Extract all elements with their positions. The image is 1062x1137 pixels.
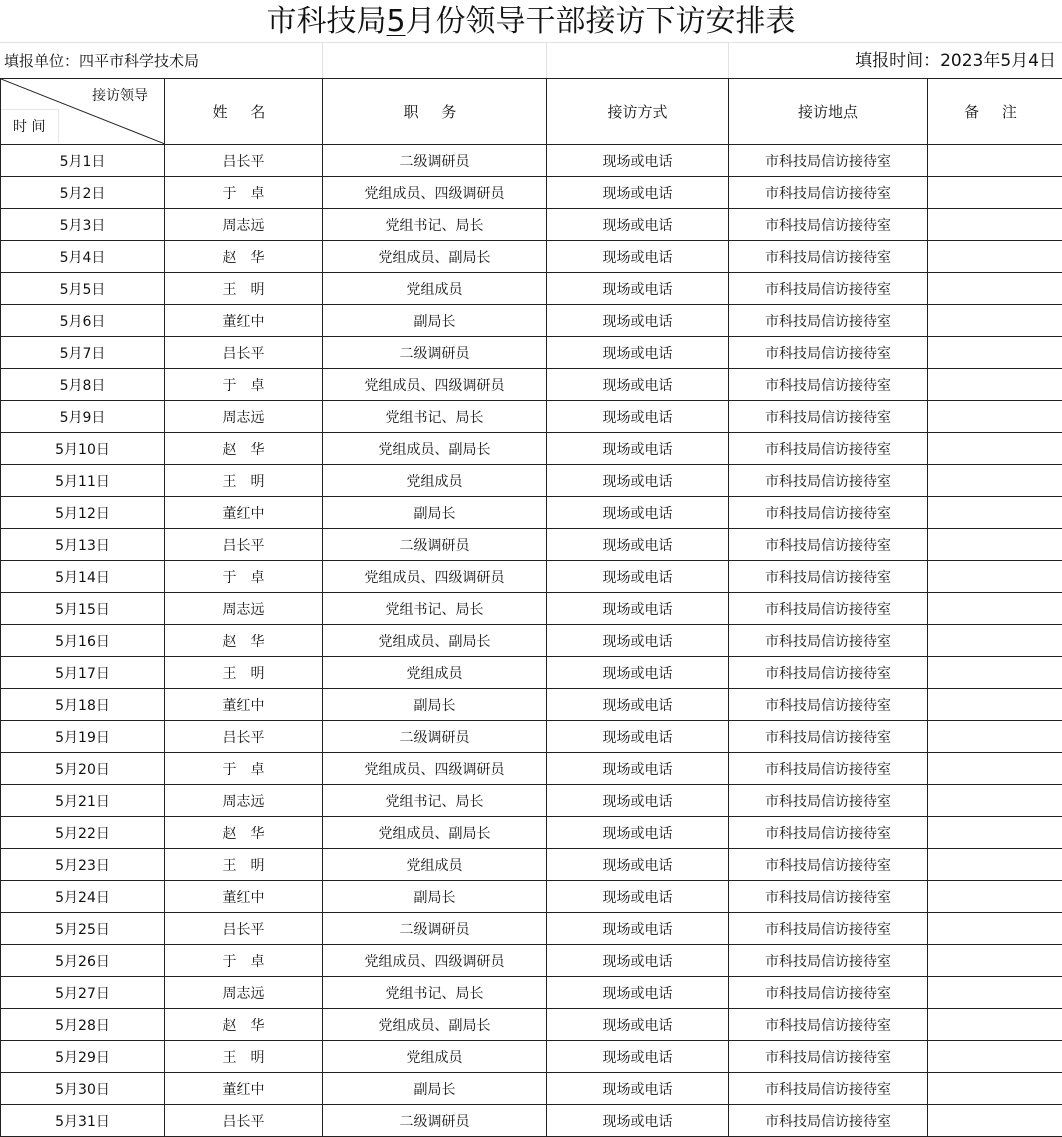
table-row [1,369,1062,401]
cell-method: 现场或电话 [547,977,729,1009]
cell-position: 党组成员 [323,849,547,881]
cell-name: 吕长平 [165,913,323,945]
table-row [1,401,1062,433]
cell-position: 二级调研员 [323,145,547,177]
cell-position: 党组成员、副局长 [323,433,547,465]
table-row [1,689,1062,721]
table-row [1,1073,1062,1105]
cell-remark [928,561,1062,593]
cell-remark [928,209,1062,241]
table-row [1,177,1062,209]
cell-method: 现场或电话 [547,593,729,625]
cell-method: 现场或电话 [547,401,729,433]
cell-location: 市科技局信访接待室 [729,721,928,753]
header-method: 接访方式 [547,79,729,145]
cell-position: 党组书记、局长 [323,593,547,625]
cell-position: 二级调研员 [323,721,547,753]
cell-name: 吕长平 [165,529,323,561]
cell-name: 赵 华 [165,817,323,849]
cell-date: 5月24日 [1,881,165,913]
cell-remark [928,849,1062,881]
cell-remark [928,369,1062,401]
cell-name: 王 明 [165,273,323,305]
cell-remark [928,177,1062,209]
cell-position: 党组成员 [323,1041,547,1073]
cell-name: 周志远 [165,977,323,1009]
cell-date: 5月2日 [1,177,165,209]
cell-remark [928,241,1062,273]
page-title [0,0,1062,42]
cell-date: 5月23日 [1,849,165,881]
cell-remark [928,145,1062,177]
table-row [1,433,1062,465]
cell-method: 现场或电话 [547,145,729,177]
cell-method: 现场或电话 [547,369,729,401]
cell-location: 市科技局信访接待室 [729,465,928,497]
cell-location: 市科技局信访接待室 [729,689,928,721]
cell-name: 于 卓 [165,753,323,785]
cell-method: 现场或电话 [547,497,729,529]
reporting-date: 填报时间：2023年5月4日 [855,51,1056,71]
table-row [1,465,1062,497]
header-time: 时 间 [13,119,46,135]
cell-method: 现场或电话 [547,689,729,721]
cell-name: 周志远 [165,785,323,817]
cell-location: 市科技局信访接待室 [729,433,928,465]
cell-remark [928,529,1062,561]
cell-date: 5月27日 [1,977,165,1009]
cell-name: 赵 华 [165,433,323,465]
cell-location: 市科技局信访接待室 [729,753,928,785]
cell-position: 党组成员、四级调研员 [323,177,547,209]
cell-method: 现场或电话 [547,305,729,337]
table-row [1,785,1062,817]
cell-position: 党组成员、四级调研员 [323,945,547,977]
cell-date: 5月31日 [1,1105,165,1137]
title-prefix: 市科技局 [266,4,387,39]
table-row [1,561,1062,593]
cell-date: 5月28日 [1,1009,165,1041]
cell-location: 市科技局信访接待室 [729,1009,928,1041]
cell-location: 市科技局信访接待室 [729,529,928,561]
cell-name: 于 卓 [165,561,323,593]
cell-method: 现场或电话 [547,913,729,945]
table-row [1,625,1062,657]
table-row [1,145,1062,177]
title-suffix: 月份领导干部接访下访安排表 [405,4,796,39]
cell-name: 董红中 [165,497,323,529]
cell-name: 吕长平 [165,145,323,177]
table-row [1,337,1062,369]
cell-date: 5月22日 [1,817,165,849]
cell-remark [928,401,1062,433]
cell-location: 市科技局信访接待室 [729,273,928,305]
cell-location: 市科技局信访接待室 [729,945,928,977]
table-row [1,497,1062,529]
cell-position: 党组成员、四级调研员 [323,561,547,593]
cell-remark [928,817,1062,849]
cell-method: 现场或电话 [547,625,729,657]
cell-date: 5月6日 [1,305,165,337]
cell-remark [928,273,1062,305]
table-row [1,913,1062,945]
cell-position: 党组成员 [323,465,547,497]
table-row [1,1041,1062,1073]
cell-position: 二级调研员 [323,337,547,369]
table-row [1,881,1062,913]
cell-name: 董红中 [165,881,323,913]
table-header-row [1,79,1062,145]
cell-location: 市科技局信访接待室 [729,657,928,689]
cell-name: 吕长平 [165,1105,323,1137]
cell-name: 周志远 [165,593,323,625]
cell-location: 市科技局信访接待室 [729,881,928,913]
cell-remark [928,977,1062,1009]
cell-name: 赵 华 [165,241,323,273]
cell-location: 市科技局信访接待室 [729,305,928,337]
cell-method: 现场或电话 [547,1009,729,1041]
cell-position: 党组书记、局长 [323,209,547,241]
cell-method: 现场或电话 [547,177,729,209]
cell-date: 5月26日 [1,945,165,977]
cell-name: 王 明 [165,1041,323,1073]
cell-method: 现场或电话 [547,273,729,305]
cell-position: 党组成员、四级调研员 [323,753,547,785]
cell-method: 现场或电话 [547,1041,729,1073]
cell-name: 王 明 [165,849,323,881]
table-row [1,305,1062,337]
title-month: 5 [386,4,406,39]
cell-method: 现场或电话 [547,881,729,913]
cell-name: 于 卓 [165,945,323,977]
cell-date: 5月29日 [1,1041,165,1073]
cell-name: 董红中 [165,305,323,337]
cell-location: 市科技局信访接待室 [729,977,928,1009]
cell-date: 5月9日 [1,401,165,433]
cell-date: 5月30日 [1,1073,165,1105]
cell-position: 党组成员、副局长 [323,1009,547,1041]
cell-remark [928,1073,1062,1105]
cell-name: 于 卓 [165,369,323,401]
cell-date: 5月13日 [1,529,165,561]
cell-date: 5月20日 [1,753,165,785]
cell-position: 党组书记、局长 [323,401,547,433]
cell-date: 5月21日 [1,785,165,817]
cell-remark [928,881,1062,913]
cell-position: 二级调研员 [323,529,547,561]
cell-method: 现场或电话 [547,433,729,465]
cell-method: 现场或电话 [547,465,729,497]
cell-name: 赵 华 [165,625,323,657]
cell-name: 吕长平 [165,337,323,369]
cell-method: 现场或电话 [547,785,729,817]
cell-position: 党组书记、局长 [323,977,547,1009]
header-location: 接访地点 [729,79,928,145]
cell-name: 吕长平 [165,721,323,753]
cell-position: 党组成员、副局长 [323,817,547,849]
cell-date: 5月12日 [1,497,165,529]
cell-method: 现场或电话 [547,945,729,977]
cell-name: 周志远 [165,401,323,433]
table-row [1,209,1062,241]
cell-date: 5月3日 [1,209,165,241]
grid-divider [322,43,323,79]
table-row [1,529,1062,561]
cell-position: 党组成员 [323,657,547,689]
cell-remark [928,465,1062,497]
cell-name: 王 明 [165,465,323,497]
header-remark: 备 注 [928,79,1062,145]
cell-remark [928,753,1062,785]
cell-location: 市科技局信访接待室 [729,785,928,817]
table-row [1,1105,1062,1137]
cell-remark [928,305,1062,337]
cell-date: 5月25日 [1,913,165,945]
cell-date: 5月11日 [1,465,165,497]
reporting-unit: 填报单位：四平市科学技术局 [4,52,200,70]
cell-date: 5月4日 [1,241,165,273]
cell-location: 市科技局信访接待室 [729,241,928,273]
cell-location: 市科技局信访接待室 [729,593,928,625]
cell-location: 市科技局信访接待室 [729,849,928,881]
cell-name: 王 明 [165,657,323,689]
cell-position: 二级调研员 [323,913,547,945]
header-position: 职 务 [323,79,547,145]
cell-location: 市科技局信访接待室 [729,817,928,849]
table-row [1,1009,1062,1041]
cell-location: 市科技局信访接待室 [729,337,928,369]
cell-position: 副局长 [323,881,547,913]
cell-location: 市科技局信访接待室 [729,625,928,657]
cell-method: 现场或电话 [547,529,729,561]
cell-remark [928,689,1062,721]
table-row [1,849,1062,881]
cell-method: 现场或电话 [547,1073,729,1105]
cell-position: 副局长 [323,497,547,529]
cell-date: 5月15日 [1,593,165,625]
cell-name: 董红中 [165,689,323,721]
cell-remark [928,785,1062,817]
cell-position: 副局长 [323,305,547,337]
cell-remark [928,497,1062,529]
table-row [1,817,1062,849]
cell-location: 市科技局信访接待室 [729,1041,928,1073]
cell-location: 市科技局信访接待室 [729,1105,928,1137]
cell-remark [928,1105,1062,1137]
cell-method: 现场或电话 [547,1105,729,1137]
cell-remark [928,1009,1062,1041]
cell-name: 于 卓 [165,177,323,209]
cell-position: 党组成员 [323,273,547,305]
cell-name: 周志远 [165,209,323,241]
cell-method: 现场或电话 [547,209,729,241]
cell-position: 党组成员、副局长 [323,241,547,273]
cell-method: 现场或电话 [547,337,729,369]
cell-date: 5月8日 [1,369,165,401]
cell-remark [928,433,1062,465]
header-corner-cell [1,79,165,145]
cell-method: 现场或电话 [547,657,729,689]
cell-method: 现场或电话 [547,561,729,593]
cell-method: 现场或电话 [547,753,729,785]
cell-date: 5月16日 [1,625,165,657]
schedule-table [0,78,1062,1137]
cell-location: 市科技局信访接待室 [729,497,928,529]
cell-position: 党组成员、四级调研员 [323,369,547,401]
cell-position: 副局长 [323,1073,547,1105]
cell-location: 市科技局信访接待室 [729,209,928,241]
cell-method: 现场或电话 [547,849,729,881]
cell-name: 董红中 [165,1073,323,1105]
cell-method: 现场或电话 [547,721,729,753]
cell-date: 5月19日 [1,721,165,753]
table-row [1,657,1062,689]
header-name: 姓 名 [165,79,323,145]
grid-divider [728,43,729,79]
report-meta-row [0,42,1062,79]
cell-location: 市科技局信访接待室 [729,401,928,433]
cell-remark [928,945,1062,977]
cell-location: 市科技局信访接待室 [729,561,928,593]
grid-divider [546,43,547,79]
cell-name: 赵 华 [165,1009,323,1041]
cell-method: 现场或电话 [547,241,729,273]
cell-location: 市科技局信访接待室 [729,913,928,945]
cell-remark [928,593,1062,625]
cell-position: 党组成员、副局长 [323,625,547,657]
cell-location: 市科技局信访接待室 [729,1073,928,1105]
cell-remark [928,721,1062,753]
cell-remark [928,913,1062,945]
cell-remark [928,625,1062,657]
table-row [1,593,1062,625]
cell-position: 副局长 [323,689,547,721]
table-row [1,977,1062,1009]
cell-date: 5月7日 [1,337,165,369]
table-row [1,721,1062,753]
table-row [1,753,1062,785]
cell-location: 市科技局信访接待室 [729,369,928,401]
cell-location: 市科技局信访接待室 [729,145,928,177]
cell-date: 5月10日 [1,433,165,465]
cell-location: 市科技局信访接待室 [729,177,928,209]
cell-position: 党组书记、局长 [323,785,547,817]
cell-date: 5月5日 [1,273,165,305]
cell-date: 5月17日 [1,657,165,689]
cell-date: 5月18日 [1,689,165,721]
cell-position: 二级调研员 [323,1105,547,1137]
cell-date: 5月14日 [1,561,165,593]
cell-remark [928,1041,1062,1073]
table-row [1,945,1062,977]
table-row [1,241,1062,273]
cell-remark [928,337,1062,369]
cell-date: 5月1日 [1,145,165,177]
cell-remark [928,657,1062,689]
header-leader: 接访领导 [92,88,148,104]
cell-method: 现场或电话 [547,817,729,849]
table-row [1,273,1062,305]
